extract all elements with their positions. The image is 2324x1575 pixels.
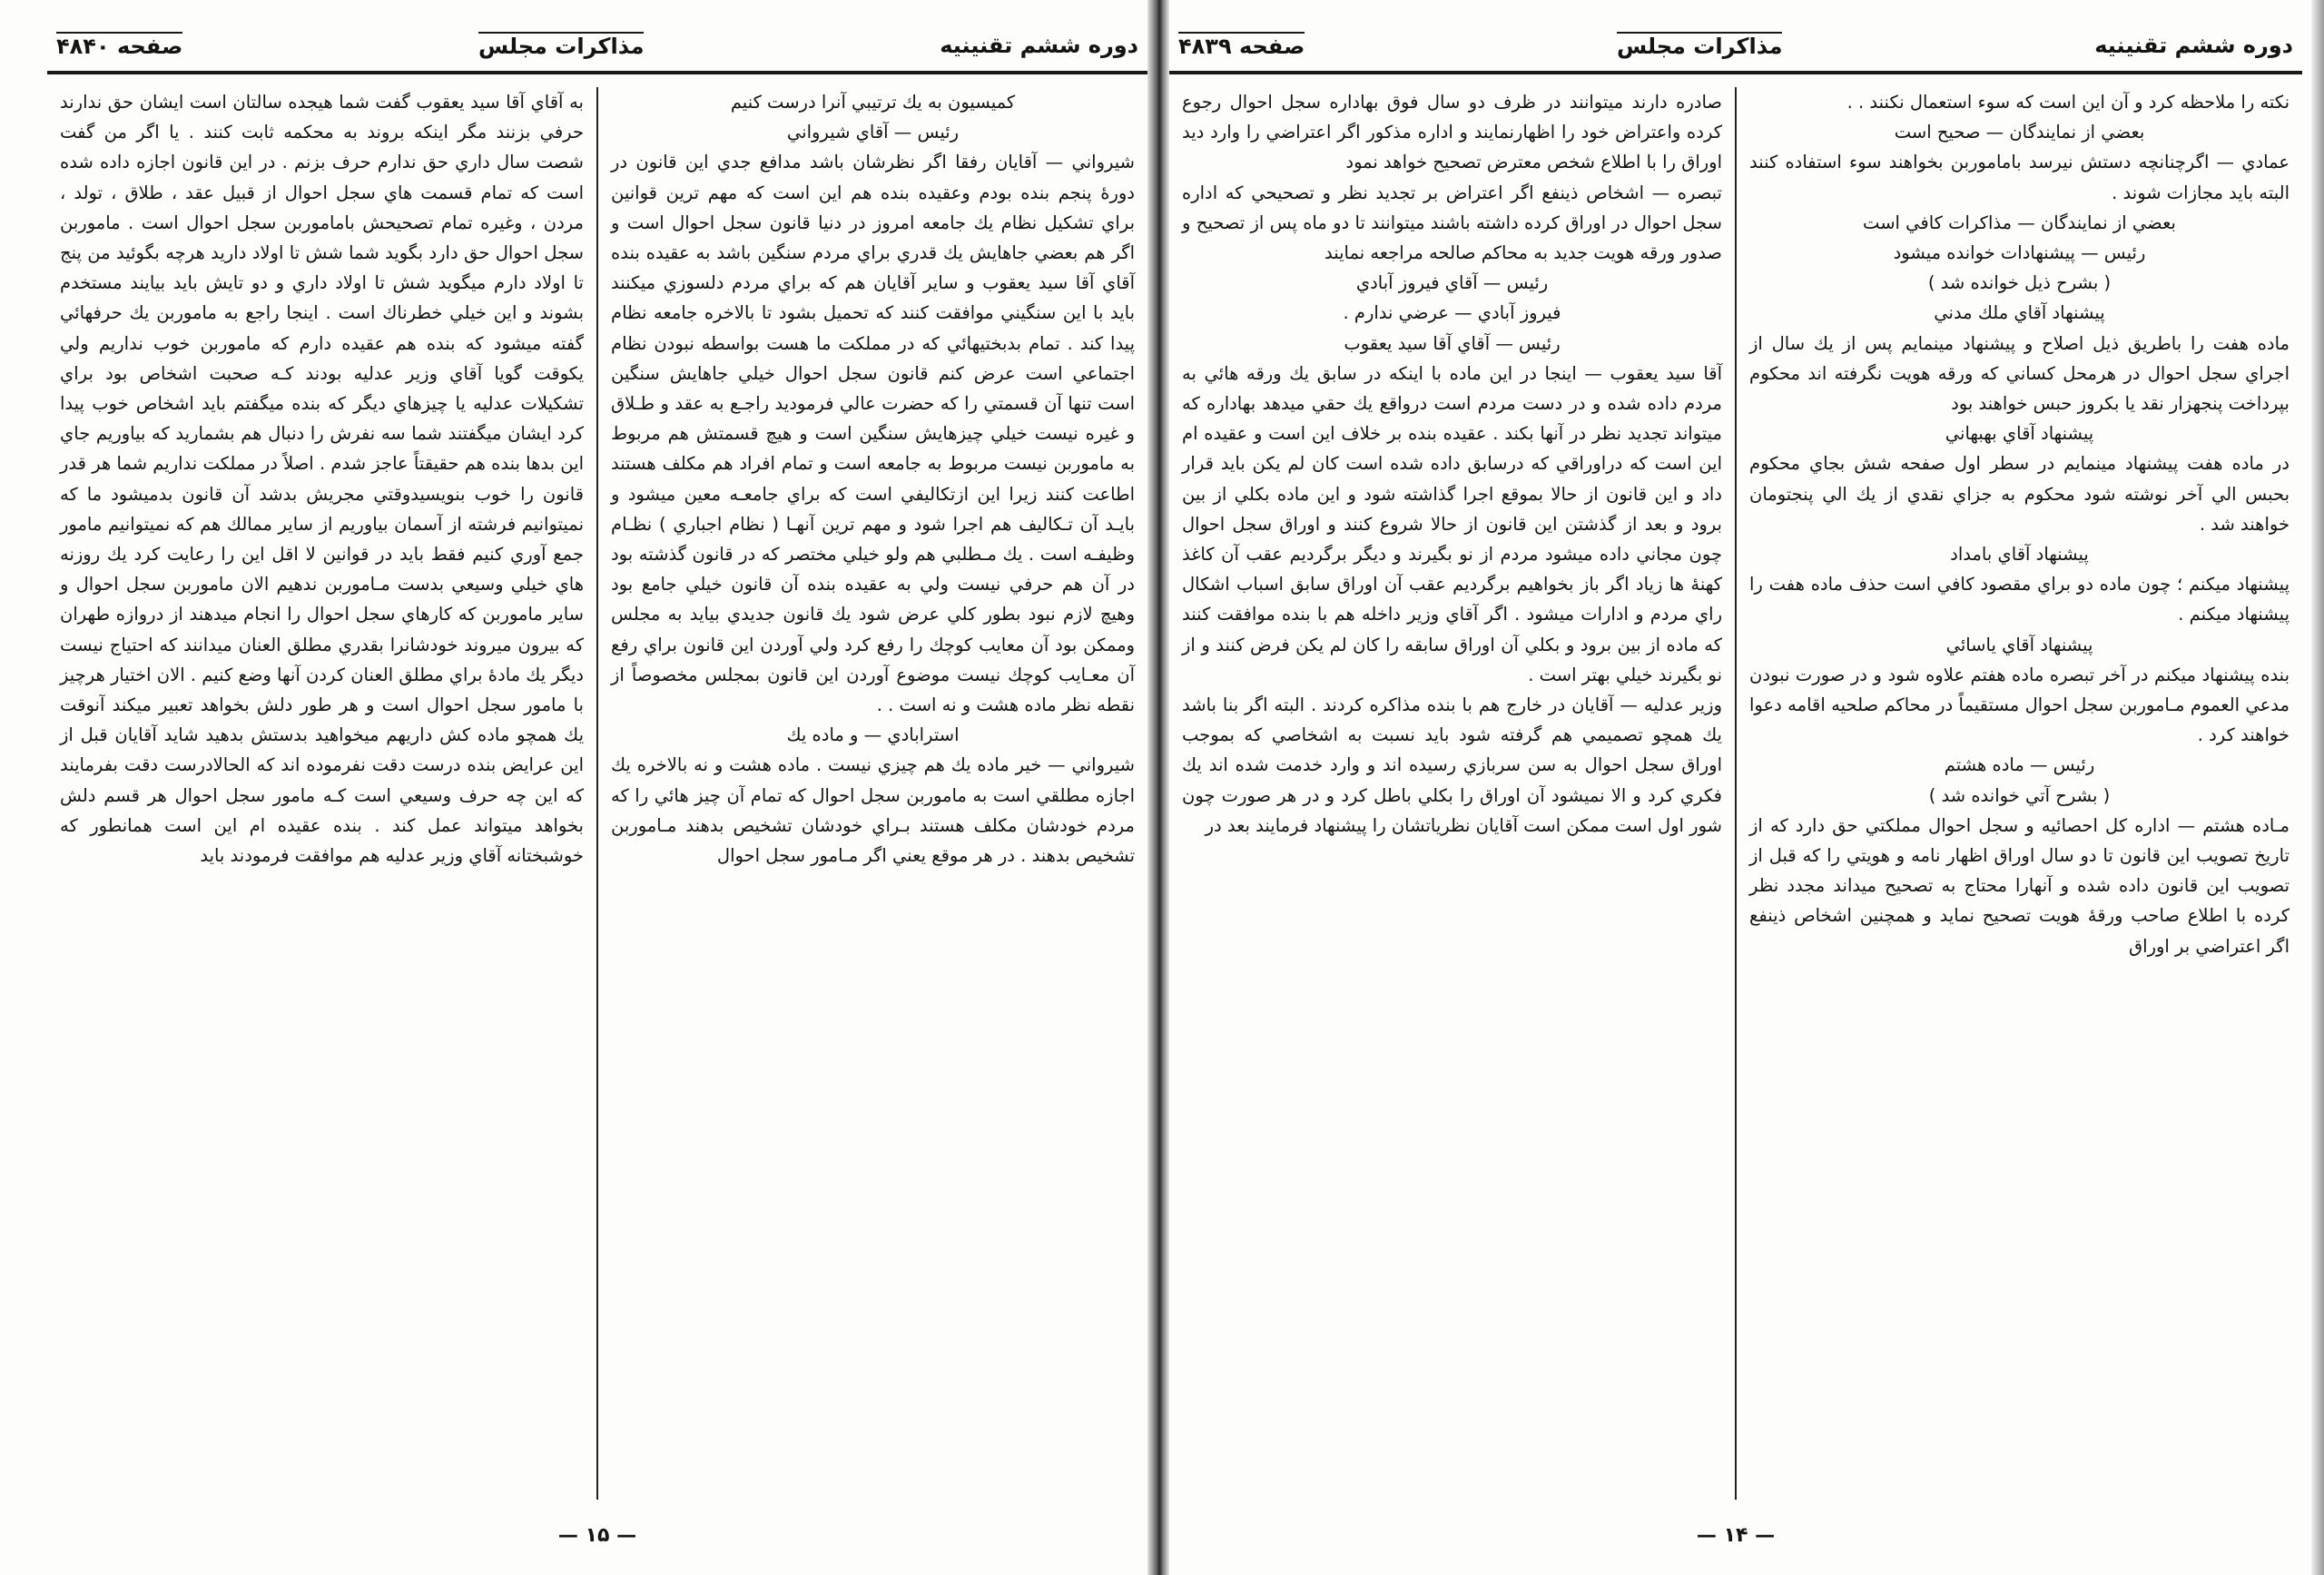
text-columns [47, 87, 1147, 1500]
paragraph: نكته را ملاحظه كرد و آن اين است كه سوء استعمال نكنند . . [1846, 92, 2290, 113]
proposal-heading: پيشنهاد آقاي ملك مدني [1934, 302, 2105, 324]
proposal-heading: پيشنهاد آقاي ياسائي [1945, 634, 2093, 655]
text-columns [1169, 87, 2302, 1500]
paragraph: شيرواني — خير ماده يك هم چيزي نيست . ماده هشت و نه بالاخره يك اجازه مطلقي است به ماموربن سجل احوال كه تمام آن چيز هائي را كه مردم خودشان مكلف هستند بـراي خودشان تشخيص بدهند مـاموربن تشخيص بدهند . در هر موقع يعني اگر مـامور سجل احوال [611, 754, 1135, 867]
note-line: ( بشرح آتي خوانده شد ) [1928, 784, 2111, 806]
speaker-line: رئيس — آقاي شيرواني [786, 122, 960, 143]
page-header [1169, 20, 2302, 74]
speaker-line: رئيس — پيشنهادات خوانده ميشود [1893, 242, 2146, 264]
page-number: — ۱۵ — [557, 1524, 637, 1547]
speaker-line: بعضي از نمايندگان — صحيح است [1894, 122, 2145, 143]
paragraph: مـاده هشتم — اداره كل احصائيه و سجل احوال مملكتي حق دارد كه از تاريخ تصويب اين قانون تا دو سال اوراق اظهار نامه و هويتي را كه قبل از تصويب اين قانون داده شده و آنهارا محتاج به تصحيح ميداند مجدد نظر كرده با اطلاع صاحب ورقهٔ هويت تصحيح نمايد و همچنين اشخاص ذينفع اگر اعتراضي بر اوراق [1749, 814, 2290, 957]
speaker-line: بعضي از نمايندگان — مذاكرات كافي است [1863, 212, 2176, 233]
speaker-line: رئيس — ماده هشتم [1944, 754, 2095, 776]
paragraph: وزير عدليه — آقايان در خارج هم با بنده مذاكره كردند . البته اگر بنا باشد يك همچو تصميمي هم گرفته شود بايد نسبت به اشخاصي كه بموجب اوراق سجل احوال به سن سربازي رسيده اند و وارد خدمت شده اند يك فكري كرد و الا نميشود آن اوراق را بكلي باطل كرد و در هر صورت چون شور اول است ممكن است آقايان نظرياتشان را پيشنهاد فرمايند بعد در [1182, 694, 1722, 836]
column-left [47, 87, 596, 1500]
running-title: مذاكرات مجلس [478, 34, 645, 59]
paragraph: به آقاي آقا سيد يعقوب گفت شما هيجده سالتان است ايشان حق ندارند حرفي بزنند مگر اينكه بروند به محكمه ثابت كنند . يا اگر من گفت شصت سال داري حق ندارم حرف بزنم . در اين قانون اجازه داده شده است كه تمام قسمت هاي سجل احوال از قبيل عقد ، طلاق ، تولد ، مردن ، وغيره تمام تصحيحش باماموربن سجل احوال است . ماموربن سجل احوال حق دارد بگويد شما شش تا اولاد داريد هرچه بگوئيد من پنج تا اولاد دارم ميگويد شش تا اولاد داري و دو تايش بايد بيايند مستخدم بشوند و اين خيلي خطرناك است . اينجا راجع به ماموربن يك حرفهائي گفته ميشود كه بنده هم عقيده دارم كه ماموربن خوب نداريم ولي يكوقت گويا آقاي وزير عدليه بودند كـه صحبت اشخاص بود براي تشكيلات عدليه يا چيزهاي ديگر كه بنده ميگفتم بايد اشخاص خوب پيدا كرد ايشان ميگفتند شما سه نفرش را دنبال هم بشماريد كه بياوريم جاي اين بدها بنده هم حقيقتاً عاجز شدم . اصلاً در مملكت نداريم شما هر قدر قانون را خوب بنويسيدوقتي مجريش بدشد آن قانون بدميشود ما كه نميتوانيم فرشته از آسمان بياوريم از ساير ممالك هم كه نميتوانيم مامور جمع آوري كنيم فقط بايد در قوانين لا اقل اين را رعايت كرد يك روزنه هاي خيلي وسيعي بدست مـاموربن ندهيم الان ماموربن سجل احوال و ساير ماموربن كه كارهاي سجل احوال را انجام ميدهند از دروازه طهران كه بيرون ميروند خودشانرا بقدري مطلق العنان ميدانند كه احتياج نيست ديگر يك مادهٔ براي مطلق العنان كردن آنها وضع كنيم . الان اختيار هرچيز با مامور سجل احوال است و هر طور دلش بخواهد تعبير ميكند آنوقت يك همچو ماده كش داريهم ميخواهيد بدستش بدهيد شايد آقايان قبل از اين عرايض بنده درست دقت نفرموده اند كه الحالادرست دقت بفرمايند كه اين چه حرف وسيعي است كـه مامور سجل احوال هر قسم دلش بخواهد ميتواند عمل كند . بنده عقيده ام اين است همانطور كه خوشبختانه آقاي وزير عدليه هم موافقت فرمودند بايد [60, 92, 584, 867]
page-edge [2311, 0, 2324, 1575]
column-left [1169, 87, 1735, 1500]
speaker-line: رئيس — آقاي فيروز آبادي [1355, 272, 1549, 294]
paragraph: پيشنهاد ميكنم ؛ چون ماده دو براي مقصود كافي است حذف ماده هفت را پيشنهاد ميكنم . [1749, 574, 2290, 625]
session-label: دوره ششم تقنينيه [2094, 33, 2293, 58]
page-4840 [47, 20, 1147, 1554]
running-title: مذاكرات مجلس [1617, 34, 1783, 59]
paragraph: ماده هفت را باطريق ذيل اصلاح و پيشنهاد مينمايم پس از يك سال از اجراي سجل احوال در هرمحل كساني كه ورقه هويت نگرفته اند محكوم بپرداخت پنجهزار نقد يا بكروز حبس خواهند بود [1749, 332, 2290, 415]
proposal-heading: پيشنهاد آقاي بامداد [1950, 544, 2089, 566]
speaker-line: فيروز آبادي — عرضي ندارم . [1343, 302, 1561, 324]
proposal-heading: پيشنهاد آقاي بهبهاني [1945, 423, 2094, 445]
book-spine [1147, 0, 1169, 1575]
paragraph: كميسيون به يك ترتيبي آنرا درست كنيم [730, 92, 1016, 113]
paragraph: آقا سيد يعقوب — اينجا در اين ماده با اينكه در سابق يك ورقه هائي به مردم داده شده و در دست مردم است درواقع يك حقي ميدهد بهاداره كه ميتواند تجديد نظر در آنها بكند . عقيده بنده بر خلاف اين است و عقيده ام اين است كه دراوراقي كه درسابق داده شده است كان لم يكن بايد قرار داد و اين قانون از حالا بموقع اجرا گذاشته شود و اين ماده بكلي از بين برود و بعد از گذشتن اين قانون از حالا شروع كنند و اوراق سجل احوال چون مجاني داده ميشود مردم از نو بگيرند و ديگر برگرديم عقب آن كاغذ كهنهٔ ها زياد اگر باز بخواهيم برگرديم عقب آن اوراق سابق اسباب اشكال راي مردم و ادارات ميشود . اگر آقاي وزير داخله هم با بنده موافقت كنند كه ماده از بين برود و بكلي آن اوراق سابقه را كان لم يكن فرض كنند و از نو بگيرند خيلي بهتر است . [1182, 362, 1722, 685]
paragraph: صادره دارند ميتوانند در ظرف دو سال فوق بهاداره سجل احوال رجوع كرده واعتراض خود را اظهارنمايند و اداره مذكور اگر اعتراضي را وارد ديد اوراق را با اطلاع شخص معترض تصحيح خواهد نمود [1182, 92, 1722, 173]
session-label: دوره ششم تقنينيه [940, 33, 1138, 58]
column-right [598, 87, 1147, 1500]
note-line: ( بشرح ذيل خوانده شد ) [1927, 272, 2112, 294]
paragraph: در ماده هفت پيشنهاد مينمايم در سطر اول صفحه شش بجاي محكوم بحبس الي آخر نوشته شود محكوم به جزاي نقدي از يك الي پنجتومان خواهند شد . [1749, 453, 2290, 535]
page-number: — ۱۴ — [1696, 1524, 1776, 1547]
paragraph: تبصره — اشخاص ذينفع اگر اعتراض بر تجديد نظر و تصحيحي كه اداره سجل احوال در اوراق كرده داشته باشند ميتوانند تا دو ماه پس از تصحيح و صدور ورقه هويت جديد به محاكم صالحه مراجعه نمايند [1182, 182, 1722, 264]
page-header [47, 20, 1147, 74]
page-4839 [1169, 20, 2302, 1554]
page-label: صفحه ۴۸۴۰ [56, 34, 183, 59]
speaker-line: استرابادي — و ماده يك [786, 724, 960, 746]
paragraph: شيرواني — آقايان رفقا اگر نظرشان باشد مدافع جدي اين قانون در دورهٔ پنجم بنده بودم وعقيده بنده هم اين است كه مهم ترين قوانين براي تشكيل نظام يك جامعه امروز در دنيا قانون سجل احوال است و اگر هم بعضي جاهايش يك قدري براي مردم سنگين باشد به عقيده بنده آقاي آقا سيد يعقوب و ساير آقايان هم كه براي مردم دلسوزي ميكنند بايد با اين سنگيني موافقت كنند كه تحميل بشود تا بالاخره جامعه نظام پيدا كند . تمام بدبختيهائي كه در مملكت ما هست بواسطه نبودن نظام اجتماعي است عرض كنم قانون سجل احوال خيلي جاهايش سنگين است تنها آن قسمتي را كه حضرت عالي فرموديد راجـع به عقد و طـلاق و غيره نيست خيلي چيزهايش سنگين است و هيچ قسمتش هم مربوط به ماموربن نيست مربوط به جامعه است و تمام افراد هم مكلف هستند اطاعت كنند زيرا اين ازتكاليفي است كه براي جامعـه معين ميشود و بايـد آن تـكاليف هم اجرا شود و مهم ترين آنهـا ( نظام اجباري ) نظـام وظيفـه است . يك مـطلبي هم ولو خيلي مختصر كه در قانون گذشته بود در آن هم حرفي نيست ولي به عقيده بنده آن قانون خيلي جامع بود وهيچ لازم نبود بطور كلي عرض شود يك قانون جديدي بيايد به مجلس وممكن بود آن معايب كوچك را رفع كرد ولي آوردن اين قانون براي رفع آن معـايب كوچك نيست موضوع آوردن اين قانون بمجلس مخصوصاً از نقطه نظر ماده هشت و نه است . . [611, 152, 1135, 716]
paragraph: عمادي — اگرچنانچه دستش نيرسد باماموربن بخواهند سوء استفاده كنند البته بايد مجازات شوند . [1749, 152, 2290, 203]
speaker-line: رئيس — آقاي آقا سيد يعقوب [1344, 332, 1561, 354]
paragraph: بنده پيشنهاد ميكنم در آخر تبصره ماده هفتم علاوه شود و در صورت نبودن مدعي العموم مـاموربن سجل احوال مستقيماً در محاكم صلحيه اقامه دعوا خواهند كرد . [1749, 664, 2290, 746]
page-label: صفحه ۴۸۳۹ [1178, 34, 1305, 59]
column-right [1737, 87, 2302, 1500]
